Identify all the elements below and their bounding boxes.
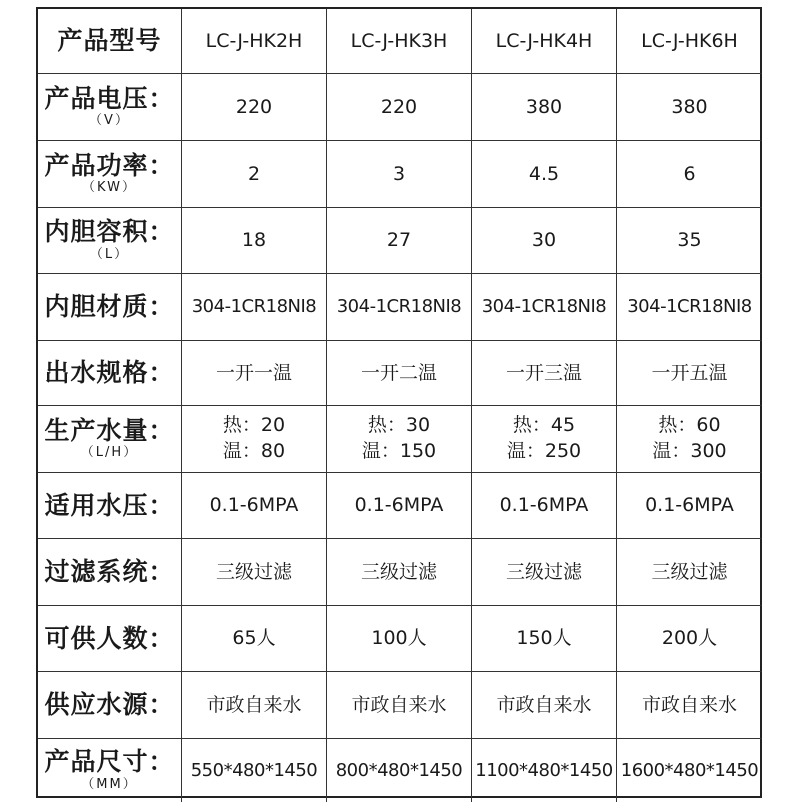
value-cell: 一开五温	[617, 341, 762, 406]
row-label: 产品功率：	[44, 150, 175, 180]
row-label-cell	[38, 606, 182, 672]
value-cell: 65人	[182, 606, 327, 672]
hot-output-value: 热：60	[658, 414, 721, 437]
value-cell: 4.5	[472, 141, 617, 208]
model-name: LC-J-HK2H	[182, 9, 327, 74]
value-cell: 1600*480*1450	[620, 759, 759, 781]
value-cell: 304-1CR18NI8	[617, 274, 762, 341]
model-name: LC-J-HK4H	[472, 9, 617, 74]
value-cell: 1100*480*1450	[472, 739, 617, 802]
row-unit: （L）	[89, 246, 130, 262]
value-cell: 市政自来水	[182, 672, 327, 739]
row-label: 过滤系统：	[44, 557, 175, 587]
spec-table	[36, 7, 762, 798]
value-cell: 220	[327, 74, 472, 141]
warm-output-value: 温：300	[652, 440, 727, 462]
row-label-cell	[38, 341, 182, 406]
warm-output-value: 温：150	[361, 440, 437, 462]
value-cell: 0.1-6MPA	[472, 473, 617, 539]
hot-output-value: 热：20	[222, 414, 286, 437]
row-label-cell	[38, 141, 182, 208]
value-cell: 27	[327, 208, 472, 274]
value-cell: 304-1CR18NI8	[182, 274, 327, 341]
row-label: 可供人数：	[44, 623, 175, 653]
row-label-cell	[38, 406, 182, 473]
value-cell: 304-1CR18NI8	[327, 274, 472, 341]
row-label: 供应水源：	[44, 690, 175, 720]
value-cell	[182, 406, 327, 473]
row-label-cell	[38, 473, 182, 539]
row-unit: （V）	[89, 113, 130, 129]
value-cell: 30	[472, 208, 617, 274]
value-cell: 6	[617, 141, 762, 208]
value-cell: 304-1CR18NI8	[472, 274, 617, 341]
value-cell: 100人	[327, 606, 472, 672]
value-cell: 150人	[472, 606, 617, 672]
hot-output-value: 热：30	[367, 414, 431, 437]
row-label: 生产水量：	[44, 415, 175, 445]
row-label: 出水规格：	[44, 358, 175, 388]
row-label-cell	[38, 274, 182, 341]
value-cell: 三级过滤	[472, 539, 617, 606]
row-label-cell	[38, 539, 182, 606]
value-cell: 3	[327, 141, 472, 208]
value-cell: 三级过滤	[617, 539, 762, 606]
value-cell	[327, 406, 472, 473]
warm-output-value: 温：80	[222, 440, 286, 462]
value-cell: 0.1-6MPA	[182, 473, 327, 539]
value-cell: 0.1-6MPA	[617, 473, 762, 539]
row-label: 产品电压：	[44, 83, 175, 113]
value-cell: 220	[182, 74, 327, 141]
row-label-cell	[38, 208, 182, 274]
row-label-cell	[38, 74, 182, 141]
value-cell: 200人	[617, 606, 762, 672]
model-name: LC-J-HK3H	[327, 9, 472, 74]
value-cell: 2	[182, 141, 327, 208]
row-unit: （L/H）	[80, 445, 139, 461]
row-unit: （MM）	[81, 776, 138, 792]
value-cell: 0.1-6MPA	[327, 473, 472, 539]
value-cell: 380	[472, 74, 617, 141]
value-cell: 市政自来水	[327, 672, 472, 739]
value-cell: 18	[182, 208, 327, 274]
value-cell: 35	[617, 208, 762, 274]
value-cell: 550*480*1450	[182, 739, 327, 802]
value-cell: 一开二温	[327, 341, 472, 406]
warm-output-value: 温：250	[506, 440, 582, 462]
value-cell: 市政自来水	[617, 672, 762, 739]
header-label-cell	[38, 9, 182, 74]
value-cell: 三级过滤	[182, 539, 327, 606]
hot-output-value: 热：45	[512, 414, 576, 437]
model-name: LC-J-HK6H	[617, 9, 762, 74]
value-cell: 一开三温	[472, 341, 617, 406]
row-label-cell	[38, 739, 182, 802]
value-cell	[617, 406, 762, 473]
value-cell	[472, 406, 617, 473]
value-cell: 380	[617, 74, 762, 141]
value-cell: 一开一温	[182, 341, 327, 406]
value-cell: 市政自来水	[472, 672, 617, 739]
value-cell: 三级过滤	[327, 539, 472, 606]
row-label-cell	[38, 672, 182, 739]
row-label: 适用水压：	[44, 490, 175, 520]
row-unit: （KW）	[82, 180, 137, 196]
row-label: 内胆容积：	[44, 217, 175, 247]
header-label: 产品型号	[57, 26, 162, 56]
value-cell: 800*480*1450	[327, 739, 472, 802]
row-label: 产品尺寸：	[44, 747, 175, 777]
row-label: 内胆材质：	[44, 292, 175, 322]
